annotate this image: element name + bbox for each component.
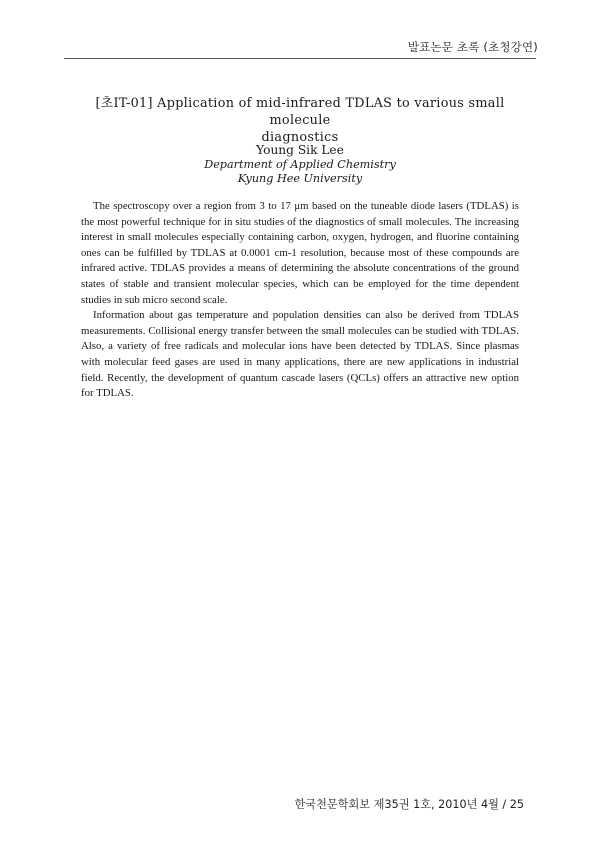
abstract-body bbox=[81, 199, 519, 402]
abstract-paragraph: The spectroscopy over a region from 3 to 17 μm based on the tuneable diode lasers (TDLAS) is the most powerful technique for in situ studies of the diagnostics of small molecules. The increasing interest in small molecules especially containing carbon, oxygen, hydrogen, and fluorine containing ones can be fulfilled by TDLAS at 0.0001 cm-1 resolution, because most of these compounds are infrared active. TDLAS provides a means of determining the absolute concentrations of the ground states of stable and transient molecular species, which can be employed for the time dependent studies in sub micro second scale. bbox=[81, 200, 519, 306]
paper-title-line-2: diagnostics bbox=[261, 130, 339, 145]
paper-title-line-1: [초IT-01] Application of mid-infrared TDLAS to various small molecule bbox=[95, 96, 505, 128]
running-header: 발표논문 초록 (초청강연) bbox=[407, 40, 538, 54]
paper-title bbox=[70, 95, 530, 146]
author-block bbox=[70, 143, 530, 187]
header-divider bbox=[64, 58, 536, 59]
author-university: Kyung Hee University bbox=[237, 172, 363, 185]
journal-footer: 한국천문학회보 제35권 1호, 2010년 4월 / 25 bbox=[294, 798, 524, 811]
author-name: Young Sik Lee bbox=[256, 143, 344, 157]
abstract-paragraph: Information about gas temperature and population densities can also be derived from TDLAS measurements. Collisional energy transfer between the small molecules can be studied with TDLAS. Also, a variety of free radicals and molecular ions have been detected by TDLAS. Since plasmas with molecular feed gases are used in many applications, there are new applications in industrial field. Recently, the development of quantum cascade lasers (QCLs) offers an attractive new option for TDLAS. bbox=[81, 309, 519, 400]
author-department: Department of Applied Chemistry bbox=[204, 157, 396, 171]
